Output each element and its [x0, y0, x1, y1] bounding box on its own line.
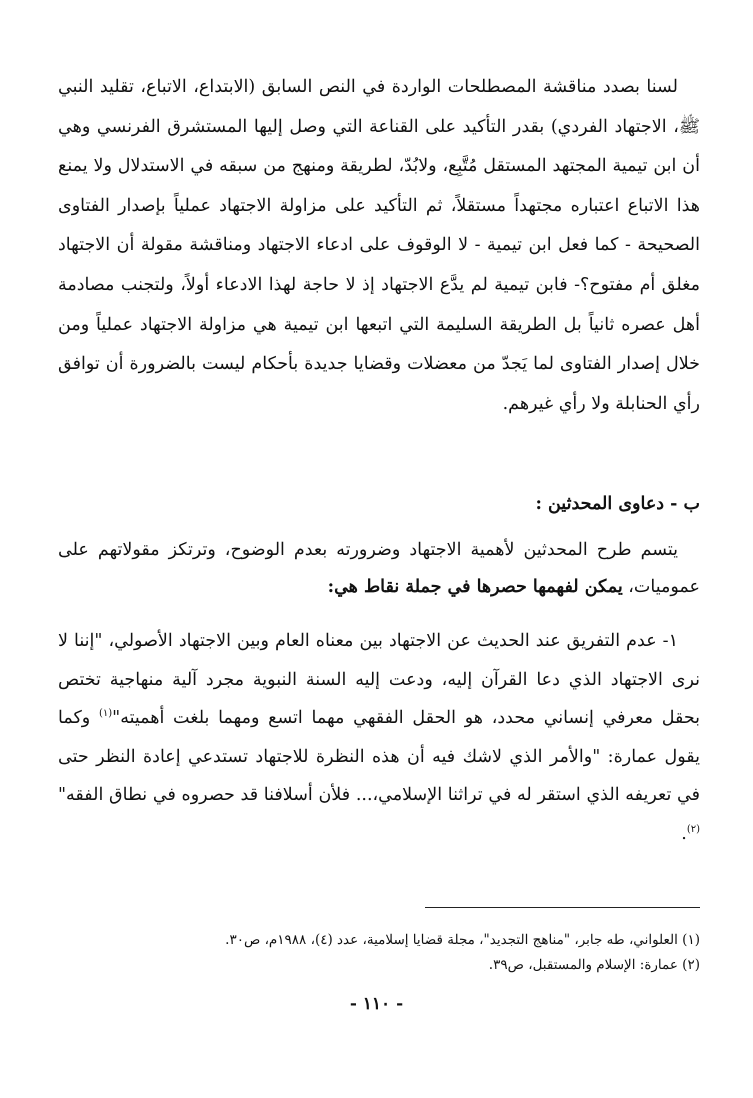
paragraph-1-text: لسنا بصدد مناقشة المصطلحات الواردة في النص السابق (الابتداع، الاتباع، تقليد النبي ﷺ، الاجتهاد الفردي) بقدر التأكيد على القناعة التي وصل إليها المستشرق الفرنسي وهي أن ابن تيمية المجتهد المستقل مُتَّبِع، ولابُدّ، لطريقة ومنهج من سبقه في الاستدلال ولا يمنع هذا الاتباع اعتباره مجتهداً مستقلاً، ثم التأكيد على مزاولة الاجتهاد عملياً بإصدار الفتاوى الصحيحة - كما فعل ابن تيمية - لا الوقوف على ادعاء الاجتهاد ومناقشة مقولة أن الاجتهاد مغلق أم مفتوح؟- فابن تيمية لم يدَّع الاجتهاد إذ لا حاجة لهذا الادعاء أولاً، ولتجنب مصادمة أهل عصره ثانياً بل الطريقة السليمة التي اتبعها ابن تيمية هي مزاولة الاجتهاد عملياً ومن خلال إصدار الفتاوى لما يَجدّ من معضلات وقضايا جديدة بأحكام ليست بالضرورة أن توافق رأي الحنابلة ولا رأي غيرهم. [58, 77, 700, 414]
paragraph-2-text [58, 532, 700, 606]
paragraph-3-part-c: . [681, 823, 687, 844]
footnote-ref-1: (١) [98, 708, 113, 720]
paragraph-3-part-b: وكما يقول عمارة: "والأمر الذي لاشك فيه أن هذه النظرة للاجتهاد تستدعي إعادة النظر حتى في تعريفه الذي استقر له في تراثنا الإسلامي،... فلأن أسلافنا قد حصروه في نطاق الفقه" [58, 708, 700, 805]
paragraph-1 [58, 68, 700, 424]
footnote-divider [425, 907, 700, 908]
footnotes [58, 928, 700, 978]
paragraph-2-bold-end: يمكن لفهمها حصرها في جملة نقاط هي: [327, 577, 623, 597]
section-heading: ب - دعاوى المحدثين : [535, 494, 700, 514]
paragraph-2 [58, 532, 700, 606]
page-number: - ١١٠ - [349, 994, 404, 1014]
footnote-1: (١) العلواني، طه جابر، "مناهج التجديد"، مجلة قضايا إسلامية، عدد (٤)، ١٩٨٨م، ص٣٠. [225, 932, 700, 948]
paragraph-3-text [58, 622, 700, 853]
paragraph-3-part-a: ١- عدم التفريق عند الحديث عن الاجتهاد بين معناه العام وبين الاجتهاد الأصولي، "إننا لا نرى الاجتهاد الذي دعا القرآن إليه، ودعت إليه السنة النبوية مجرد آلية منهاجية تختص بحقل معرفي إنساني محدد، هو الحقل الفقهي مهما اتسع ومهما بلغت أهميته" [58, 631, 700, 728]
footnote-2: (٢) عمارة: الإسلام والمستقبل، ص٣٩. [488, 957, 700, 973]
footnote-ref-2: (٢) [686, 823, 700, 835]
paragraph-2-start: يتسم طرح المحدثين لأهمية الاجتهاد وضرورته بعدم الوضوح، وترتكز مقولاتهم على عموميات، [58, 540, 700, 597]
paragraph-3 [58, 622, 700, 853]
